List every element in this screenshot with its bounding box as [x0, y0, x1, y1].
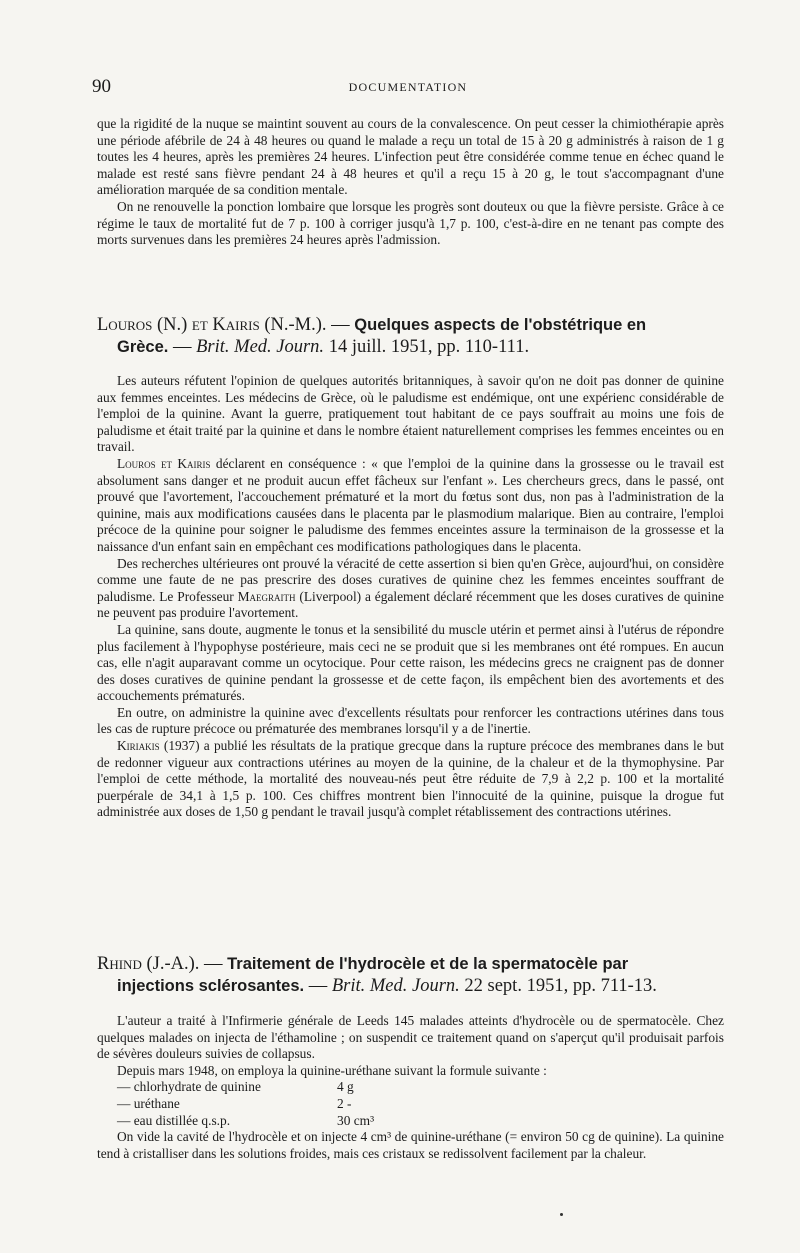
paragraph: L'auteur a traité à l'Infirmerie générale de Leeds 145 malades atteints d'hydrocèle ou de spermatocèle. Chez quelques malades on injecta de l'éthamoline ; on suspendit ce traitement quand on s'aperçut qu'il produisait parfois de sévères douleurs suivies de collapsus.: [97, 1013, 724, 1062]
journal-citation: 22 sept. 1951, pp. 711-13.: [464, 976, 657, 996]
heading-dash: —: [331, 315, 350, 335]
paragraph: On ne renouvelle la ponction lombaire que lorsque les progrès sont douteux ou que la fièvre persiste. Grâce à ce régime le taux de mortalité fut de 7 p. 100 à corriger jusqu'à 1,7 p. 100, c'est-à-dire en ne tenant pas compte des morts survenues dans les premières 24 heures après l'admission.: [97, 198, 724, 248]
article-title: Traitement de l'hydrocèle et de la spermatocèle par: [227, 955, 629, 973]
article-body-rhind: [97, 1013, 724, 1162]
paragraph: Des recherches ultérieures ont prouvé la véracité de cette assertion si bien qu'en Grèce, aujourd'hui, on considère comme une faute de ne pas prescrire des doses curatives de quinine chez les femmes enceintes souffrant de paludisme. Le Professeur Maegraith (Liverpool) a également déclaré récemment que les doses curatives de quinine ne peuvent pas produire l'avortement.: [97, 555, 724, 621]
author-name: Louros et Kairis: [117, 455, 211, 471]
heading-dash: —: [204, 954, 223, 974]
paragraph: On vide la cavité de l'hydrocèle et on injecte 4 cm³ de quinine-uréthane (= environ 50 cg de quinine). La quinine tend à cristalliser dans les solutions froides, mais ces cristaux se redissolvent facilement par la chaleur.: [97, 1129, 724, 1161]
paragraph: Kiriakis (1937) a publié les résultats de la pratique grecque dans la rupture précoce des membranes dans le but de redonner vigueur aux contractions utérines au moyen de la quinine, de la chaleur et de la thymophysine. Par l'emploi de cette méthode, la mortalité des nouveau-nés peut être réduite de 7,9 à 2,2 p. 100 et la mortalité puerpérale de 34,1 à 1,5 p. 100. Ces chiffres montrent bien l'innocuité de la quinine, puisque la drogue fut administrée aux doses de 1,50 g pendant le travail jusqu'à complet rétablissement des contractions utérines.: [97, 738, 724, 820]
paragraph: La quinine, sans doute, augmente le tonus et la sensibilité du muscle utérin et permet ainsi à l'utérus de répondre plus facilement à l'hypophyse postérieure, mais ceci ne se produit que si les membranes ont été rompues. En aucun cas, elle n'agit auparavant comme un ocytocique. Pour cette raison, les médecins grecs ne craignent pas de donner des doses curatives de quinine pendant la grossesse et de cette façon, ils empêchent bien des avortements et des accouchements prématurés.: [97, 621, 724, 704]
print-speck: [560, 1213, 563, 1216]
page-header: [92, 76, 724, 102]
formula-row: — chlorhydrate de quinine 4 g: [117, 1079, 354, 1095]
formula-row: — uréthane 2 -: [117, 1095, 352, 1111]
article-title-cont: injections sclérosantes.: [117, 977, 305, 995]
author-name: Maegraith: [237, 588, 296, 604]
formula-table: [117, 1079, 374, 1129]
running-title: DOCUMENTATION: [348, 80, 468, 94]
article-heading-rhind: [97, 953, 727, 997]
article-title: Quelques aspects de l'obstétrique en: [354, 316, 647, 334]
heading-dash: —: [308, 976, 328, 996]
article-body-louros: [97, 373, 724, 821]
journal-name: Brit. Med. Journ.: [196, 337, 325, 357]
article-heading-louros: [97, 314, 727, 358]
article-authors: Rhind (J.-A.).: [97, 954, 200, 974]
paragraph: Les auteurs réfutent l'opinion de quelques autorités britanniques, à savoir qu'on ne doit pas donner de quinine aux femmes enceintes. Les médecins de Grèce, où le paludisme est endémique, ont une expérienc considérable de l'emploi de la quinine. Avant la guerre, pratiquement tout habitant de ce pays souffrait au moins une fois de paludisme et était traité par la quinine et dans le nombre étaient naturellement comprises les femmes enceintes ou en travail.: [97, 373, 724, 455]
paragraph: que la rigidité de la nuque se maintint souvent au cours de la convalescence. On peut cesser la chimiothérapie après une période afébrile de 24 à 48 heures ou quand le malade a reçu un total de 15 à 20 g administrés à raison de 1 g toutes les 4 heures, après les premières 24 heures. L'infection peut être considérée comme tenue en échec quand le malade est resté sans fièvre pendant 24 à 48 heures et qu'il a reçu 15 à 20 g, le tout s'accompagnant d'une amélioration marquée de sa condition mentale.: [97, 116, 724, 198]
page-number: 90: [92, 76, 111, 97]
paragraph: Depuis mars 1948, on employa la quinine-uréthane suivant la formule suivante :: [117, 1062, 547, 1078]
author-name: Kiriakis: [117, 738, 160, 754]
formula-row: — eau distillée q.s.p. 30 cm³: [117, 1112, 375, 1128]
paragraph: En outre, on administre la quinine avec d'excellents résultats pour renforcer les contractions utérines dans tous les cas de rupture précoce ou prématurée des membranes lorsqu'il y a de l'inertie.: [97, 704, 724, 737]
heading-dash: —: [173, 337, 192, 357]
paragraph: Louros et Kairis déclarent en conséquence : « que l'emploi de la quinine dans la grossesse ou le travail est absolument sans danger et ne produit aucun effet fâcheux sur l'enfant ». Les chercheurs grecs, dans le passé, ont prouvé que l'avortement, l'accouchement prématuré et la mort du fœtus sont dus, non pas à l'administration de la quinine, mais aux modifications causées dans le placenta par le plasmodium malarique. Bien au contraire, l'emploi précoce de la quinine pour soigner le paludisme des femmes enceintes assure la terminaison de la grossesse et la naissance d'un enfant sain en empêchant ces modifications pathologiques dans le placenta.: [97, 455, 724, 554]
journal-citation: 14 juill. 1951, pp. 110-111.: [328, 337, 530, 357]
continuation-section: [97, 116, 724, 249]
article-authors: Louros (N.) et Kairis (N.-M.).: [97, 315, 327, 335]
article-title-cont: Grèce.: [117, 338, 169, 356]
journal-name: Brit. Med. Journ.: [331, 976, 460, 996]
